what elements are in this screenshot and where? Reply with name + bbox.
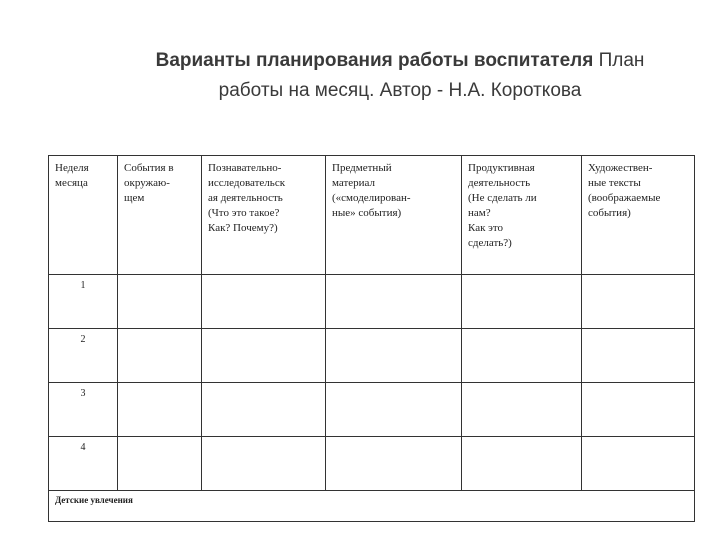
week-number: 1 [49, 275, 118, 329]
footer-row [49, 491, 695, 522]
header-week: Неделя месяца [49, 156, 118, 275]
table-cell [326, 329, 462, 383]
title-plain-part: План [598, 50, 645, 71]
table-cell [326, 275, 462, 329]
title-second-line: работы на месяц. Автор - Н.А. Короткова [218, 80, 582, 101]
week-number: 4 [49, 437, 118, 491]
table-cell [118, 329, 202, 383]
table-cell [462, 329, 582, 383]
table-cell [462, 383, 582, 437]
table-row [49, 437, 695, 491]
table-cell [202, 383, 326, 437]
header-cognitive: Познавательно- исследовательск ая деятельность (Что это такое? Как? Почему?) [202, 156, 326, 275]
table-cell [202, 329, 326, 383]
table-cell [462, 437, 582, 491]
table-cell [118, 383, 202, 437]
title-bold-part: Варианты планирования работы воспитателя [155, 50, 594, 71]
week-number: 3 [49, 383, 118, 437]
header-material: Предметный материал («смоделирован- ные» события) [326, 156, 462, 275]
header-productive: Продуктивная деятельность (Не сделать ли нам? Как это сделать?) [462, 156, 582, 275]
table-cell [582, 437, 695, 491]
table-row [49, 329, 695, 383]
table-cell [582, 329, 695, 383]
table-cell [202, 275, 326, 329]
table-row [49, 275, 695, 329]
children-hobbies-label: Детские увлечения [49, 491, 695, 522]
header-row [49, 156, 695, 275]
table-cell [582, 383, 695, 437]
table-cell [326, 437, 462, 491]
planning-table [48, 155, 695, 522]
week-number: 2 [49, 329, 118, 383]
header-texts: Художествен- ные тексты (воображаемые события) [582, 156, 695, 275]
table-cell [118, 275, 202, 329]
table-cell [582, 275, 695, 329]
table-cell [462, 275, 582, 329]
table-cell [202, 437, 326, 491]
table-row [49, 383, 695, 437]
table-cell [326, 383, 462, 437]
header-events: События в окружаю- щем [118, 156, 202, 275]
table-cell [118, 437, 202, 491]
slide-title [80, 46, 720, 106]
